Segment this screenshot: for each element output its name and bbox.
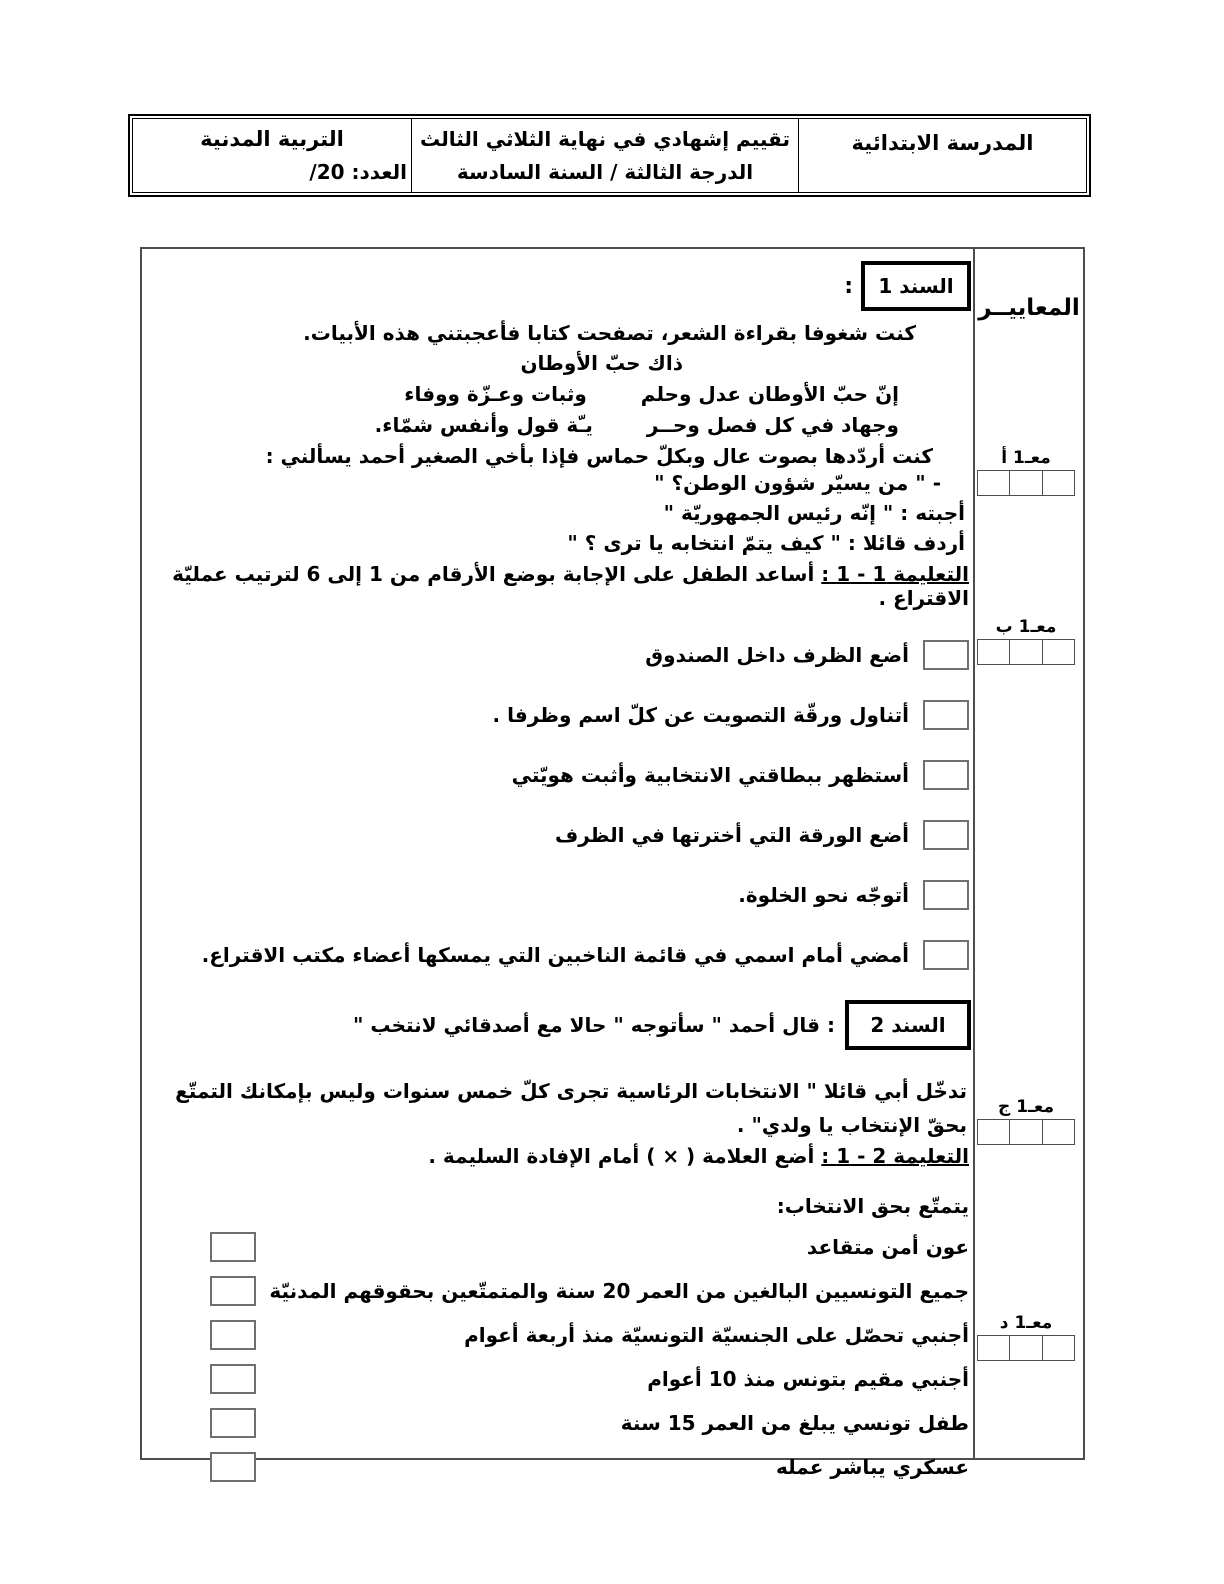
support2-row — [158, 1000, 971, 1050]
instruction-2-label: التعليمة 2 - 1 : — [821, 1144, 969, 1168]
answer-checkbox[interactable] — [923, 940, 969, 970]
ordering-item-label: أتناول ورقّة التصويت عن كلّ اسم وظرفا . — [492, 703, 909, 727]
support1-row — [158, 261, 971, 311]
criteria-marker-d-label: معـ1 د — [999, 1313, 1053, 1333]
support1-after-poem: كنت أردّدها بصوت عال وبكلّ حماس فإذا بأخي الصغير أحمد يسألني : — [265, 444, 933, 468]
support1-colon: : — [844, 273, 853, 299]
criteria-marker-a-strip — [977, 470, 1075, 496]
criteria-marker-b-label: معـ1 ب — [995, 617, 1057, 637]
score-cell[interactable] — [1009, 1336, 1041, 1360]
ordering-item-label: أمضي أمام اسمي في قائمة الناخبين التي يمسكها أعضاء مكتب الاقتراع. — [201, 943, 909, 967]
instruction-2-text: أضع العلامة ( × ) أمام الإفادة السليمة . — [428, 1144, 815, 1168]
criteria-header: المعاييــر — [978, 295, 1080, 321]
answer-checkbox[interactable] — [923, 820, 969, 850]
criteria-marker-c-strip — [977, 1119, 1075, 1145]
exam-content — [144, 249, 971, 1482]
choice-item — [158, 1364, 969, 1394]
criteria-column — [973, 249, 1083, 1458]
header-table — [128, 114, 1091, 197]
ordering-item-label: أتوجّه نحو الخلوة. — [738, 883, 909, 907]
choice-item-label: جميع التونسيين البالغين من العمر 20 سنة والمتمتّعين بحقوقهم المدنيّة — [269, 1279, 969, 1303]
header-table-inner — [132, 118, 1087, 193]
header-cell-school — [799, 119, 1086, 192]
answer-checkbox[interactable] — [210, 1232, 256, 1262]
ordering-item — [158, 640, 969, 670]
criteria-marker-a-label: معـ1 أ — [1001, 448, 1051, 468]
answer-checkbox[interactable] — [923, 700, 969, 730]
criteria-marker-a — [977, 446, 1075, 496]
score-cell[interactable] — [1042, 471, 1074, 495]
checklist2-header: يتمتّع بحق الانتخاب: — [776, 1194, 969, 1218]
ordering-item-label: أضع الورقة التي أخترتها في الظرف — [554, 823, 909, 847]
criteria-marker-c — [977, 1095, 1075, 1145]
score-cell[interactable] — [1042, 1336, 1074, 1360]
choice-item-label: أجنبي تحصّل على الجنسيّة التونسيّة منذ أربعة أعوام — [464, 1323, 969, 1347]
header-cell-subject — [133, 119, 411, 192]
answer-checkbox[interactable] — [210, 1408, 256, 1438]
score-cell[interactable] — [1009, 471, 1041, 495]
choice-item-label: عون أمن متقاعد — [806, 1235, 969, 1259]
verse2-left: يـّة قول وأنفس شمّاء. — [374, 413, 593, 437]
score-cell[interactable] — [1042, 1120, 1074, 1144]
verse1-right: إنّ حبّ الأوطان عدل وحلم — [640, 382, 899, 406]
choice-item-label: أجنبي مقيم بتونس منذ 10 أعوام — [647, 1367, 969, 1391]
choice-item — [158, 1232, 969, 1262]
score-cell[interactable] — [1009, 640, 1041, 664]
ordering-item — [158, 700, 969, 730]
dialog-line-2: أجبته : " إنّه رئيس الجمهوريّة " — [663, 501, 965, 525]
answer-checkbox[interactable] — [210, 1364, 256, 1394]
instruction-1-text: أساعد الطفل على الإجابة بوضع الأرقام من 1 إلى 6 لترتيب عمليّة الاقتراع . — [172, 562, 969, 610]
score-cell[interactable] — [978, 1120, 1009, 1144]
dialog-line-3: أردف قائلا : " كيف يتمّ انتخابه يا ترى ؟ " — [567, 531, 965, 555]
ordering-item — [158, 880, 969, 910]
answer-checkbox[interactable] — [923, 640, 969, 670]
poem-verse-1 — [158, 382, 899, 406]
answer-checkbox[interactable] — [923, 760, 969, 790]
ordering-item-label: أضع الظرف داخل الصندوق — [645, 643, 909, 667]
ordering-item — [158, 940, 969, 970]
exam-title-line1: تقييم إشهادي في نهاية الثلاثي الثالث — [420, 127, 790, 151]
support2-lead: : قال أحمد " سأتوجه " حالا مع أصدقائي لانتخب " — [353, 1013, 835, 1037]
support1-box: السند 1 — [861, 261, 971, 311]
answer-checkbox[interactable] — [210, 1276, 256, 1306]
exam-title-line2: الدرجة الثالثة / السنة السادسة — [456, 160, 754, 184]
score-field[interactable]: العدد: 20/ — [309, 160, 407, 184]
header-cell-title — [411, 119, 799, 192]
criteria-marker-b — [977, 615, 1075, 665]
answer-checkbox[interactable] — [210, 1320, 256, 1350]
poem-verse-2 — [158, 413, 899, 437]
choice-item — [158, 1276, 969, 1306]
answer-checkbox[interactable] — [923, 880, 969, 910]
criteria-marker-d-strip — [977, 1335, 1075, 1361]
choice-item-label: عسكري يباشر عمله — [776, 1455, 969, 1479]
score-cell[interactable] — [978, 640, 1009, 664]
ordering-item — [158, 760, 969, 790]
choice-item — [158, 1452, 969, 1482]
score-cell[interactable] — [1042, 640, 1074, 664]
score-cell[interactable] — [978, 1336, 1009, 1360]
choice-item — [158, 1408, 969, 1438]
verse2-right: وجهاد في كل فصل وحــر — [646, 413, 899, 437]
main-frame — [140, 247, 1085, 1479]
subject-name: التربية المدنية — [200, 127, 344, 151]
score-cell[interactable] — [978, 471, 1009, 495]
criteria-marker-d — [977, 1311, 1075, 1361]
poem-title: ذاك حبّ الأوطان — [520, 351, 683, 375]
ordering-item — [158, 820, 969, 850]
instruction-1-label: التعليمة 1 - 1 : — [821, 562, 969, 586]
instruction-2 — [158, 1144, 969, 1168]
answer-checkbox[interactable] — [210, 1452, 256, 1482]
support2-box: السند 2 — [845, 1000, 971, 1050]
support1-intro: كنت شغوفا بقراءة الشعر، تصفحت كتابا فأعجبتني هذه الأبيات. — [303, 321, 916, 345]
criteria-marker-b-strip — [977, 639, 1075, 665]
dialog-line-1: - " من يسيّر شؤون الوطن؟ " — [654, 471, 941, 495]
score-cell[interactable] — [1009, 1120, 1041, 1144]
verse1-left: وثبات وعـزّة ووفاء — [404, 382, 587, 406]
choice-item-label: طفل تونسي يبلغ من العمر 15 سنة — [620, 1411, 969, 1435]
school-name: المدرسة الابتدائية — [851, 131, 1034, 155]
criteria-marker-c-label: معـ1 ج — [998, 1097, 1054, 1117]
support2-father-quote: تدخّل أبي قائلا " الانتخابات الرئاسية تجرى كلّ خمس سنوات وليس بإمكانك التمتّع بحقّ الإنتخاب يا ولدي" . — [175, 1079, 967, 1137]
instruction-1 — [158, 562, 969, 610]
choice-item — [158, 1320, 969, 1350]
ordering-item-label: أستظهر ببطاقتي الانتخابية وأثبت هويّتي — [511, 763, 909, 787]
